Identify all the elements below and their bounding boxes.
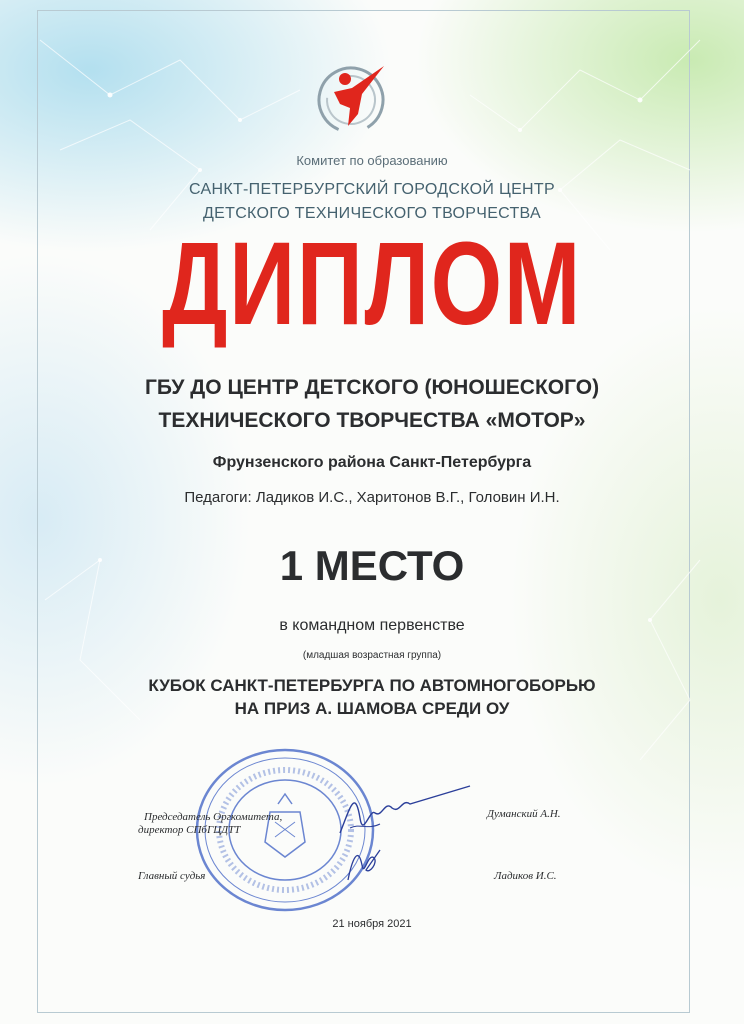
chair-title-line1: Председатель Оргкомитета, [144,811,283,823]
judge-name: Ладиков И.С. [494,870,557,882]
chair-title-line2: директор СПбГЦДТТ [138,824,241,836]
judge-title: Главный судья [138,870,206,882]
teachers-list: Педагоги: Ладиков И.С., Харитонов В.Г., Головин И.Н. [184,489,560,506]
judge-signature [340,840,390,888]
recipient-district: Фрунзенского района Санкт-Петербурга [212,454,532,471]
award-place: 1 МЕСТО [279,542,465,589]
center-name-line2: ДЕТСКОГО ТЕХНИЧЕСКОГО ТВОРЧЕСТВА [203,205,541,222]
event-name-line2: НА ПРИЗ А. ШАМОВА СРЕДИ ОУ [234,699,510,718]
center-name-line1: САНКТ-ПЕТЕРБУРГСКИЙ ГОРОДСКОЙ ЦЕНТР [189,181,555,198]
event-name-line1: КУБОК САНКТ-ПЕТЕРБУРГА ПО АВТОМНОГОБОРЬЮ [148,676,596,695]
recipient-org-line1: ГБУ ДО ЦЕНТР ДЕТСКОГО (ЮНОШЕСКОГО) [144,376,600,399]
diploma-title: ДИПЛОМ [161,218,583,350]
recipient-org-line2: ТЕХНИЧЕСКОГО ТВОРЧЕСТВА «МОТОР» [158,409,586,432]
chair-signature [330,778,480,848]
award-category: в командном первенстве [279,617,465,634]
committee-name: Комитет по образованию [296,153,448,168]
center-logo [304,52,398,146]
chair-name: Думанский А.Н. [487,808,561,820]
award-date: 21 ноября 2021 [332,918,412,930]
age-group: (младшая возрастная группа) [302,650,442,661]
